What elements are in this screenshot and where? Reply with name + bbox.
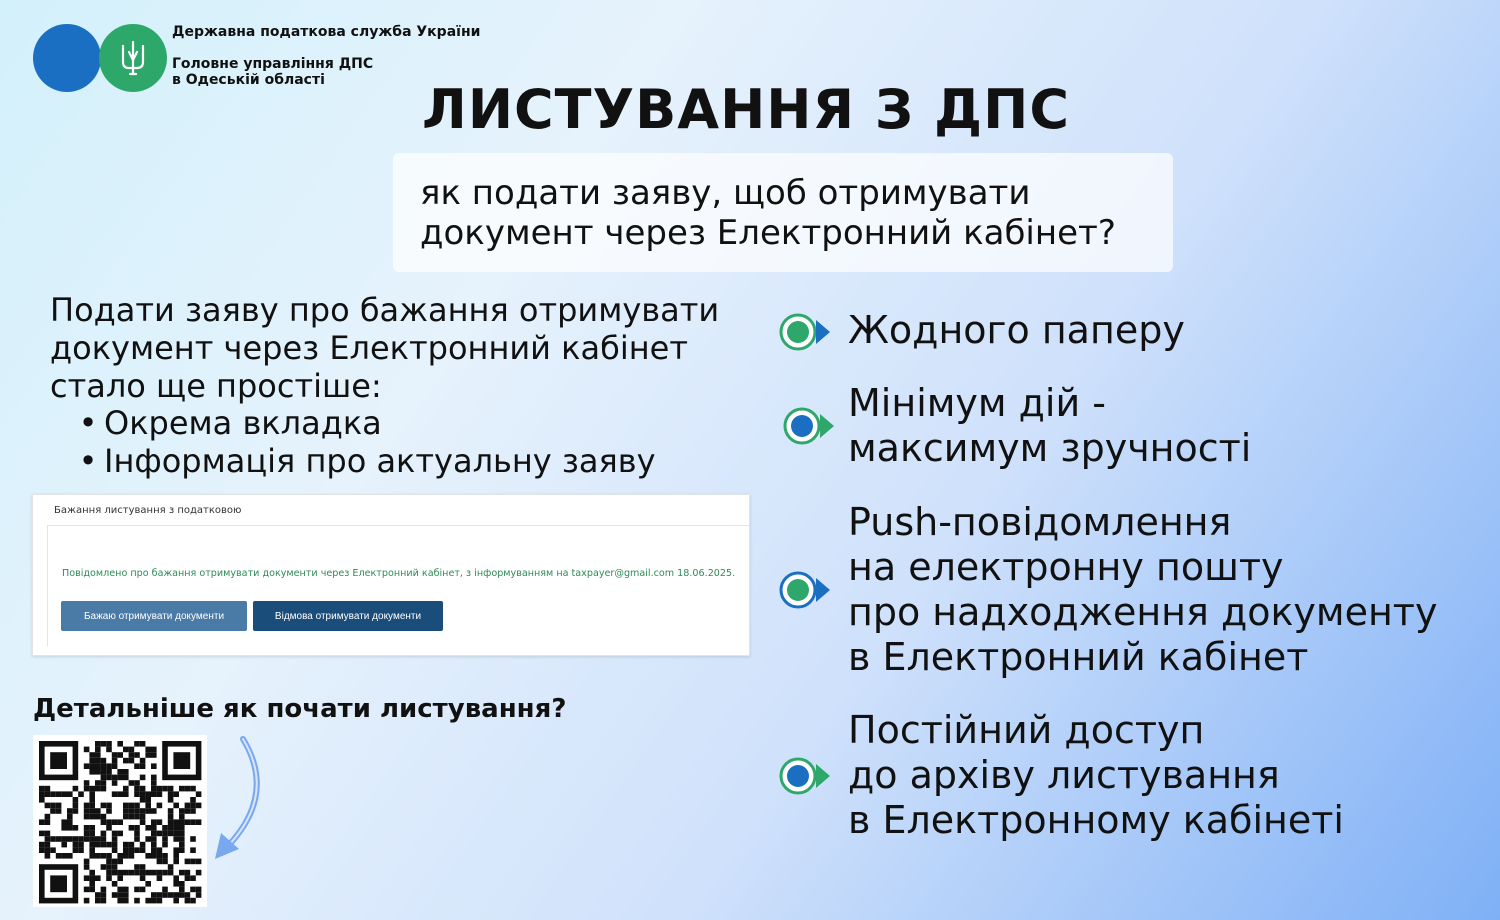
cabinet-screenshot <box>32 494 750 656</box>
details-label: Детальніше як почати листування? <box>33 694 567 724</box>
org-name: Державна податкова служба України <box>172 24 481 40</box>
org-subtitle: Головне управління ДПС в Одеській області <box>172 56 374 88</box>
screenshot-heading: Бажання листування з податковою <box>54 505 242 516</box>
bullet-circle-icon <box>778 754 830 798</box>
question-text: як подати заяву, щоб отримувати документ через Електронний кабінет? <box>420 173 1116 253</box>
logo-green-circle <box>99 24 167 92</box>
intro-text: Подати заяву про бажання отримувати документ через Електронний кабінет стало ще простіше: <box>50 291 720 405</box>
benefit-item: Постійний доступ до архіву листування в Електронному кабінеті <box>848 708 1344 842</box>
trident-icon <box>118 38 148 78</box>
accept-documents-button[interactable]: Бажаю отримувати документи <box>61 601 247 631</box>
bullet-circle-icon <box>778 568 830 612</box>
benefit-item: Жодного паперу <box>848 308 1185 352</box>
bullet-circle-icon <box>778 310 830 354</box>
screenshot-message: Повідомлено про бажання отримувати документи через Електронний кабінет, з інформуванням на taxpayer@gmail.com 18.06.2025. <box>62 568 736 579</box>
logo-blue-circle <box>33 24 101 92</box>
intro-bullets <box>72 404 656 480</box>
benefit-item: Мінімум дій - максимум зручності <box>848 381 1252 470</box>
curved-arrow-icon <box>205 735 275 865</box>
qr-code-graphic <box>33 735 207 907</box>
bullet-item: • Інформація про актуальну заяву <box>72 442 656 480</box>
qr-code-icon[interactable] <box>33 735 207 907</box>
bullet-item: • Окрема вкладка <box>72 404 656 442</box>
bullet-circle-icon <box>782 404 834 448</box>
benefit-item: Push-повідомлення на електронну пошту про надходження документу в Електронний кабінет <box>848 500 1438 679</box>
decline-documents-button[interactable]: Відмова отримувати документи <box>253 601 443 631</box>
screenshot-panel <box>47 525 750 646</box>
page-title: ЛИСТУВАННЯ З ДПС <box>422 78 1070 141</box>
